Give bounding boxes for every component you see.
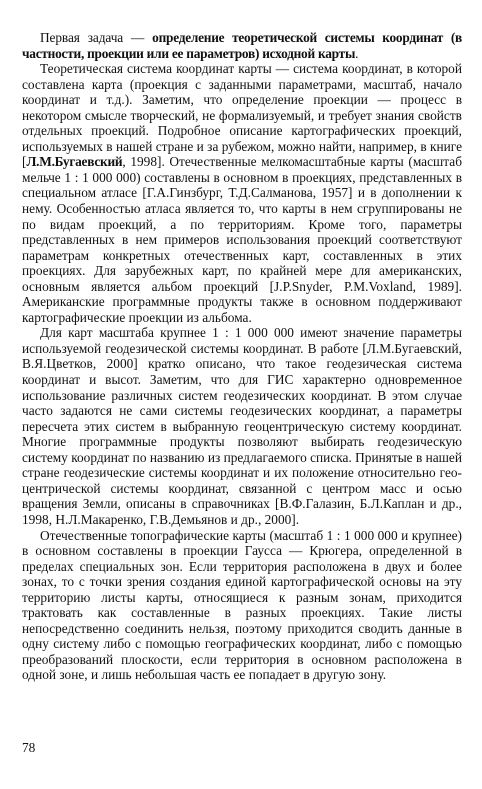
text-run: Для карт масштаба крупнее 1 : 1 000 000 имеют значение параметры используемой геодезической системы координат. В работе [Л.М.Бугаевский, В.Я.Цветков, 2000] кратко описано, что такое геодезическая система координат и высот. Заметим, что для ГИС характерно одновременное использование различных систем геодезических координат. В этом случае часто задаются не сами системы геодезических координат, а параметры пересчета этих систем в выбранную геоцентрическую систему координат. Многие программные продукты позволяют выбирать геодезическую систему координат по названию из предлагаемого списка. Принятые в нашей стране геодезические системы координат и их положение относительно геоцентрической системы координат, связанной с центром масс и осью вращения Земли, описаны в справочниках [В.Ф.Галазин, Б.Л.Каплан и др., 1998, Н.Л.Макаренко, Г.В.Демьянов и др., 2000]. [22, 325, 462, 527]
paragraph-task [22, 30, 462, 61]
bold-text-run: Л.М.Бугаевский [26, 154, 123, 170]
text-run: , 1998]. Отечественные мелкомасштабные карты (масштаб мельче 1 : 1 000 000) составлены в основном в проекциях, представленных в специальном атласе [Г.А.Гинзбург, Т.Д.Салманова, 1957] и в дополнении к нему. Особенностью атласа является то, что карты в нем сгруппированы не по видам проекций, а по территориям. Кроме того, параметры представленных в нем примеров использования проекций соответствуют параметрам конкретных отечественных карт, составленных в этих проекциях. Для зарубежных карт, по крайней мере для американских, основным является альбом проекций [J.P.Snyder, P.M.Voxland, 1989]. Американские программные продукты также в основном поддерживают картографические проекции из альбома. [22, 154, 462, 325]
text-run: Теоретическая система координат карты — система координат, в которой составлена карта (проекция с заданными параметрами, масштаб, начало координат и т.д.). Заметим, что определение проекции — процесс в некотором смысле творческий, не формализуемый, и требует знания свойств отдельных проекций. Подробное описание картографических проекций, используемых в нашей стране и за рубежом, можно найти, например, в книге [ [22, 61, 462, 170]
page-body [22, 30, 462, 683]
text-run: Отечественные топографические карты (масштаб 1 : 1 000 000 и крупнее) в основном составлены в проекции Гаусса — Крюгера, определенной в пределах специальных зон. Если территория расположена в двух и более зонах, то с точки зрения создания единой картографической основы на эту территорию листы карты, относящиеся к разным зонам, приходится трактовать как составленные в разных проекциях. Такие листы непосредственно соединить нельзя, поэтому приходится сводить данные в одну систему либо с помощью географических координат, либо с помощью преобразований плоскости, если территория в основном расположена в одной зоне, и лишь небольшая часть ее попадает в другую зону. [22, 527, 462, 683]
text-run: Первая задача — [40, 30, 153, 45]
page-number: 78 [22, 740, 36, 755]
paragraph-geodetic-system [22, 325, 462, 527]
paragraph-theoretical-system [22, 61, 462, 325]
bold-text-run: определение теоретической системы координат (в частности, проекции или ее параметров) исходной карты [22, 30, 463, 61]
text-run: . [355, 45, 359, 61]
paragraph-topographic-maps [22, 528, 462, 683]
